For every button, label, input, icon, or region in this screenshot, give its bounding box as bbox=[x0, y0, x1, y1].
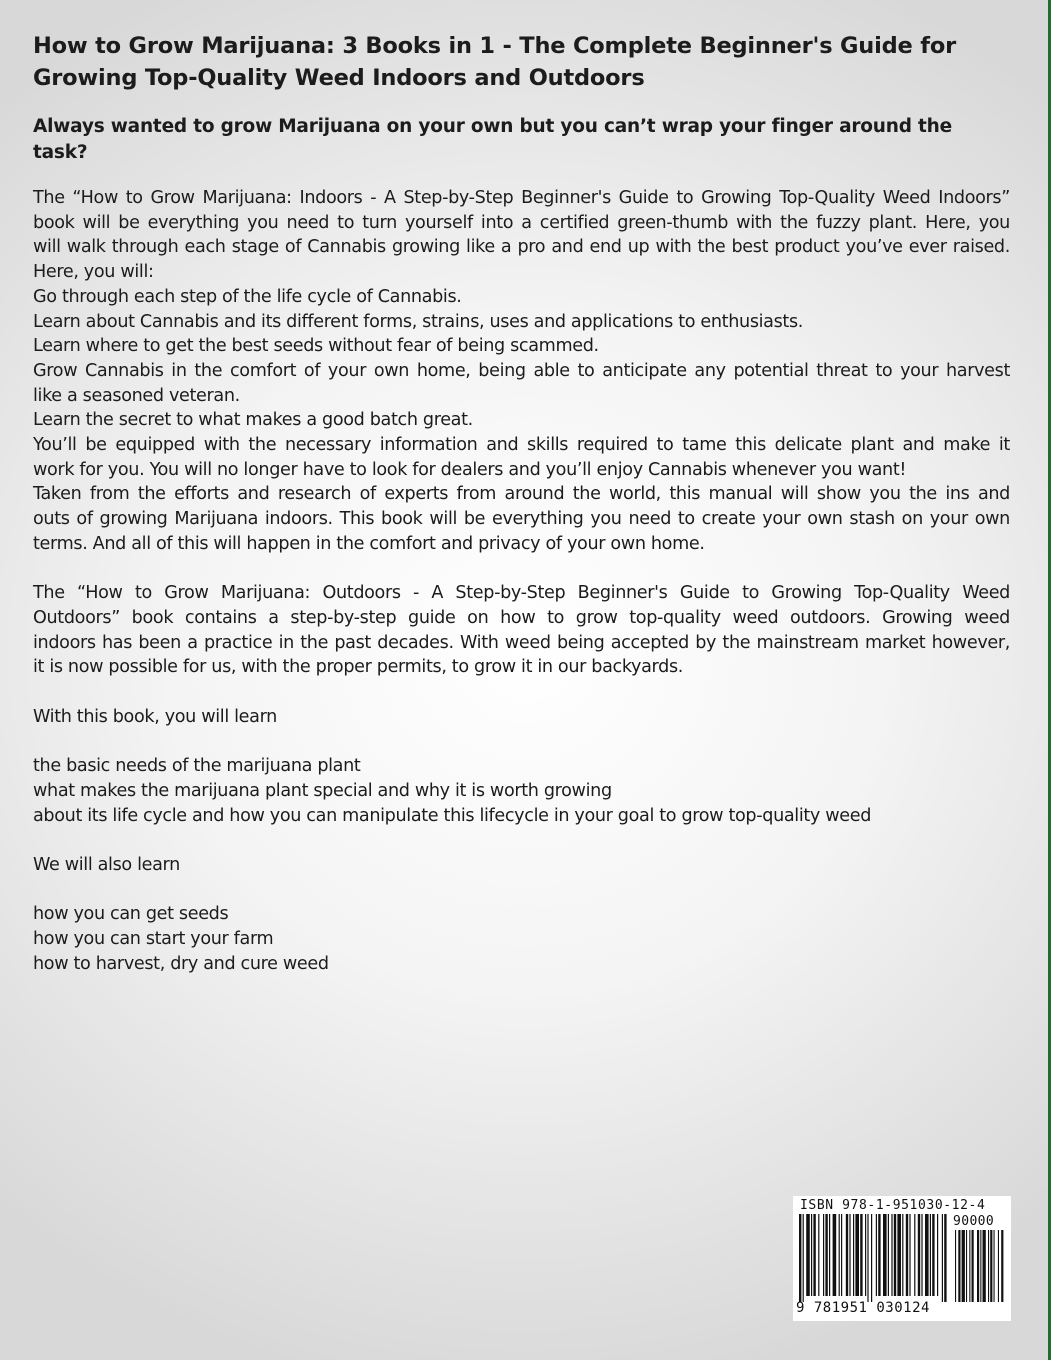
barcode-bar bbox=[909, 1214, 910, 1296]
barcode-bar bbox=[806, 1214, 810, 1296]
barcode-bar bbox=[867, 1214, 868, 1302]
barcode-bar bbox=[894, 1214, 896, 1296]
also-item: how you can start your farm bbox=[33, 929, 274, 950]
also-learn-list bbox=[33, 902, 1010, 976]
barcode-bar bbox=[829, 1214, 830, 1296]
barcode-bar bbox=[865, 1214, 866, 1296]
learn-item: what makes the marijuana plant special and why it is worth growing bbox=[33, 780, 612, 801]
barcode-bar bbox=[849, 1214, 850, 1296]
also-learn-intro: We will also learn bbox=[33, 854, 180, 875]
barcode-bar bbox=[914, 1214, 915, 1296]
indoors-line: will walk through each stage of Cannabis growing like a pro and end up with the best product you’ve ever raised. bbox=[33, 237, 1010, 258]
outdoors-description bbox=[33, 581, 1010, 680]
barcode-bar bbox=[932, 1214, 934, 1296]
price-code: 90000 bbox=[953, 1214, 995, 1229]
also-item: how you can get seeds bbox=[33, 904, 229, 925]
barcode-bar bbox=[818, 1214, 819, 1296]
outdoors-line: Outdoors” book contains a step-by-step guide on how to grow top-quality weed outdoors. Growing weed bbox=[33, 607, 1010, 628]
indoors-line: Taken from the efforts and research of experts from around the world, this manual will show you the ins and bbox=[33, 484, 1010, 505]
indoors-line: Go through each step of the life cycle of Cannabis. bbox=[33, 286, 462, 307]
addon-bar bbox=[955, 1230, 956, 1302]
barcode-bar bbox=[813, 1214, 815, 1296]
barcode-bar bbox=[897, 1214, 901, 1296]
addon-bar bbox=[972, 1230, 974, 1302]
indoors-line: You’ll be equipped with the necessary information and skills required to tame this delicate plant and make it bbox=[33, 435, 1010, 456]
isbn-label: ISBN 978-1-951030-12-4 bbox=[800, 1198, 986, 1213]
barcode-bar bbox=[878, 1214, 880, 1296]
barcode-bar bbox=[883, 1214, 887, 1296]
learn-list bbox=[33, 754, 1010, 828]
addon-bar bbox=[977, 1230, 979, 1302]
indoors-line: outs of growing Marijuana indoors. This book will be everything you need to create your own stash on your own bbox=[33, 509, 1010, 530]
learn-item: about its life cycle and how you can manipulate this lifecycle in your goal to grow top-quality weed bbox=[33, 805, 872, 826]
barcode-bar bbox=[876, 1214, 877, 1296]
barcode-bar bbox=[937, 1214, 938, 1296]
barcode-bar bbox=[855, 1214, 859, 1296]
indoors-line: Here, you will: bbox=[33, 262, 154, 283]
barcode-bar bbox=[841, 1214, 842, 1296]
barcode-bar bbox=[942, 1214, 943, 1302]
barcode-bar bbox=[944, 1214, 946, 1302]
barcode-bar bbox=[860, 1214, 862, 1296]
addon-bar bbox=[962, 1230, 965, 1302]
barcode-bar bbox=[803, 1214, 804, 1302]
barcode-bar bbox=[846, 1214, 848, 1296]
barcode-bar bbox=[823, 1214, 824, 1296]
outdoors-line: The “How to Grow Marijuana: Outdoors - A Step-by-Step Beginner's Guide to Growing Top-Quality Weed bbox=[33, 583, 1010, 604]
outdoors-line: it is now possible for us, with the proper permits, to grow it in our backyards. bbox=[33, 657, 684, 678]
barcode-bar bbox=[930, 1214, 931, 1296]
barcode-bar bbox=[921, 1214, 922, 1296]
addon-bar bbox=[994, 1230, 995, 1302]
also-item: how to harvest, dry and cure weed bbox=[33, 953, 329, 974]
barcode-bar bbox=[906, 1214, 908, 1296]
indoors-line: The “How to Grow Marijuana: Indoors - A Step-by-Step Beginner's Guide to Growing Top-Quality Weed Indoors” bbox=[33, 188, 1010, 208]
addon-bar bbox=[966, 1230, 967, 1302]
book-title: How to Grow Marijuana: 3 Books in 1 - The Complete Beginner's Guide for Growing Top-Quality Weed Indoors and Outdoors bbox=[33, 33, 956, 91]
barcode-bar bbox=[891, 1214, 892, 1296]
isbn-barcode bbox=[793, 1196, 1011, 1321]
indoors-line: Learn where to get the best seeds without fear of being scammed. bbox=[33, 336, 599, 357]
indoors-line: work for you. You will no longer have to look for dealers and you’ll enjoy Cannabis whenever you want! bbox=[33, 459, 907, 480]
barcode-bar bbox=[888, 1214, 889, 1296]
barcode-bar bbox=[918, 1214, 920, 1296]
addon-bar bbox=[990, 1230, 992, 1302]
addon-bar bbox=[980, 1230, 981, 1302]
barcode-bar bbox=[853, 1214, 854, 1296]
indoors-line: Learn the secret to what makes a good batch great. bbox=[33, 410, 473, 431]
barcode-bars bbox=[797, 1214, 1007, 1302]
addon-bar bbox=[969, 1230, 970, 1302]
tagline: Always wanted to grow Marijuana on your own but you can’t wrap your finger around the task? bbox=[33, 116, 952, 163]
learn-item: the basic needs of the marijuana plant bbox=[33, 756, 361, 777]
addon-bar bbox=[983, 1230, 986, 1302]
addon-bar bbox=[988, 1230, 989, 1302]
barcode-bar bbox=[902, 1214, 903, 1296]
indoors-description bbox=[33, 186, 1010, 557]
learn-intro: With this book, you will learn bbox=[33, 706, 277, 727]
indoors-line: book will be everything you need to turn yourself into a certified green-thumb with the fuzzy plant. Here, you bbox=[33, 212, 1010, 233]
addon-bar bbox=[1001, 1230, 1003, 1302]
back-cover-text bbox=[33, 30, 1010, 976]
indoors-line: Grow Cannabis in the comfort of your own home, being able to anticipate any potential threat to your harvest bbox=[33, 360, 1010, 381]
addon-bar bbox=[958, 1230, 960, 1302]
indoors-line: like a seasoned veteran. bbox=[33, 385, 240, 406]
barcode-bar bbox=[825, 1214, 827, 1296]
barcode-bar bbox=[799, 1214, 801, 1302]
indoors-line: Learn about Cannabis and its different forms, strains, uses and applications to enthusiasts. bbox=[33, 311, 804, 332]
ean-digits: 9 781951 030124 bbox=[796, 1300, 930, 1316]
barcode-bar bbox=[811, 1214, 812, 1296]
barcode-bar bbox=[839, 1214, 840, 1296]
addon-bar bbox=[998, 1230, 999, 1302]
outdoors-line: indoors has been a practice in the past decades. With weed being accepted by the mainstream market however, bbox=[33, 632, 1010, 653]
barcode-bar bbox=[925, 1214, 929, 1296]
indoors-line: terms. And all of this will happen in the comfort and privacy of your own home. bbox=[33, 533, 705, 554]
barcode-bar bbox=[833, 1214, 837, 1296]
barcode-bar bbox=[871, 1214, 872, 1302]
